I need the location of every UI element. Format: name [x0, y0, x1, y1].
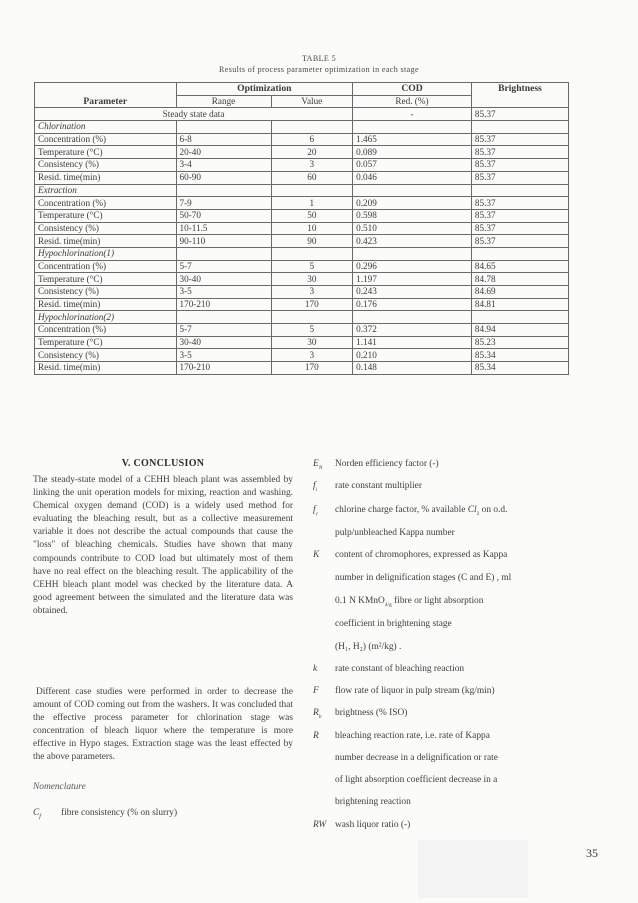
cod-cell: 0.210	[353, 349, 472, 362]
table-row	[35, 171, 569, 184]
table-caption: Results of process parameter optimization in each stage	[219, 65, 419, 74]
nom-rw-text: wash liquor ratio (-)	[335, 820, 411, 830]
parameter-cell: Consistency (%)	[35, 286, 177, 299]
section-title: Chlorination	[35, 121, 177, 134]
nom-k-line4: coefficient in brightening stage	[335, 619, 452, 629]
nom-fc-symbol: f	[313, 505, 316, 515]
cod-cell: 0.423	[353, 235, 472, 248]
header-optimization: Optimization	[176, 83, 353, 96]
brightness-cell: 84.81	[471, 298, 568, 311]
parameter-cell: Temperature (°C)	[35, 146, 177, 159]
table-row	[35, 286, 569, 299]
nom-rb-text: brightness (% ISO)	[335, 708, 408, 718]
section-row	[35, 311, 569, 324]
value-cell: 30	[271, 273, 353, 286]
range-cell: 6-8	[176, 133, 271, 146]
parameter-cell: Concentration (%)	[35, 133, 177, 146]
header-cod: COD	[353, 83, 472, 96]
nom-rb-symbol: R	[313, 708, 319, 718]
nom-r-line3: of light absorption coefficient decrease in a	[335, 775, 498, 785]
table-row	[35, 273, 569, 286]
nom-k-symbol: K	[313, 550, 320, 560]
nom-en-text: Norden efficiency factor (-)	[335, 459, 439, 469]
parameter-cell: Consistency (%)	[35, 349, 177, 362]
nom-r-text: bleaching reaction rate, i.e. rate of Kappa	[335, 731, 490, 741]
nom-cf-symbol: C	[33, 808, 40, 818]
empty-cell	[471, 247, 568, 260]
empty-cell	[353, 184, 472, 197]
brightness-cell: 85.37	[471, 146, 568, 159]
parameter-cell: Resid. time(min)	[35, 298, 177, 311]
range-cell: 5-7	[176, 260, 271, 273]
nom-k-fibre: fibre or light absorption	[394, 596, 484, 606]
nom-fc-text: chlorine charge factor, % available	[335, 505, 466, 515]
cod-cell: 0.209	[353, 197, 472, 210]
section-row	[35, 121, 569, 134]
brightness-cell: 85.37	[471, 171, 568, 184]
range-cell: 30-40	[176, 273, 271, 286]
section-title: Extraction	[35, 184, 177, 197]
cod-cell: 0.243	[353, 286, 472, 299]
blank-patch	[418, 840, 528, 898]
nom-rw	[313, 820, 411, 830]
section-row	[35, 247, 569, 260]
cod-cell: 1.465	[353, 133, 472, 146]
steady-state-label: Steady state data	[35, 108, 353, 121]
value-cell: 170	[271, 362, 353, 375]
parameter-cell: Concentration (%)	[35, 324, 177, 337]
brightness-cell: 84.65	[471, 260, 568, 273]
range-cell: 5-7	[176, 324, 271, 337]
value-cell: 5	[271, 324, 353, 337]
steady-state-brightness: 85.37	[471, 108, 568, 121]
range-cell: 3-4	[176, 159, 271, 172]
parameter-cell: Concentration (%)	[35, 260, 177, 273]
nom-fi-text: rate constant multiplier	[335, 481, 422, 491]
nom-k-line3	[335, 596, 483, 608]
nom-k-line2: number in delignification stages (C and E) , ml	[335, 573, 512, 583]
brightness-cell: 85.37	[471, 159, 568, 172]
value-cell: 30	[271, 336, 353, 349]
value-cell: 60	[271, 171, 353, 184]
parameter-cell: Resid. time(min)	[35, 235, 177, 248]
table-row	[35, 222, 569, 235]
empty-cell	[471, 311, 568, 324]
empty-cell	[271, 184, 353, 197]
range-cell: 50-70	[176, 209, 271, 222]
nom-r-line4: brightening reaction	[335, 797, 411, 807]
value-cell: 3	[271, 349, 353, 362]
table-header-row-1	[35, 83, 569, 96]
brightness-cell: 85.37	[471, 235, 568, 248]
nom-en-symbol: E	[313, 459, 319, 469]
nom-f-symbol: F	[313, 686, 319, 696]
cod-cell: 0.296	[353, 260, 472, 273]
brightness-cell: 85.37	[471, 133, 568, 146]
range-cell: 170-210	[176, 298, 271, 311]
nom-cf-sub: f	[39, 813, 41, 820]
table-row	[35, 260, 569, 273]
nom-k-text: content of chromophores, expressed as Kappa	[335, 550, 508, 560]
nom-fc-cl-text: on o.d.	[481, 505, 508, 515]
conclusion-paragraph-1: The steady-state model of a CEHH bleach plant was assembled by linking the unit operation models for mixing, reaction and washing. Chemical oxygen demand (COD) is a widely used method for evaluating the bleaching result, but as a collective measurement variable it does not describe the actual compounds that cause the "loss" of bleaching chemicals. Studies have shown that many compounds contribute to COD load but ultimately most of them have no real effect on the bleaching result. The applicability of the CEHH bleach plant model was checked by the literature data. A good agreement between the simulated and the literature data was obtained.	[33, 475, 293, 616]
table-row	[35, 349, 569, 362]
value-cell: 50	[271, 209, 353, 222]
nom-k-line5: (H₁, H₂) (m²/kg) .	[335, 642, 402, 652]
header-brightness: Brightness	[471, 83, 568, 108]
range-cell: 170-210	[176, 362, 271, 375]
nom-k	[313, 550, 508, 560]
value-cell: 170	[271, 298, 353, 311]
empty-cell	[353, 247, 472, 260]
nom-en	[313, 459, 439, 471]
cod-cell: 0.046	[353, 171, 472, 184]
nom-cf	[33, 808, 178, 820]
value-cell: 1	[271, 197, 353, 210]
nom-kr-text: rate constant of bleaching reaction	[335, 664, 465, 674]
table-row	[35, 197, 569, 210]
brightness-cell: 85.34	[471, 349, 568, 362]
value-cell: 20	[271, 146, 353, 159]
empty-cell	[471, 121, 568, 134]
nom-fi-symbol: f	[313, 481, 316, 491]
nom-fc-line2: pulp/unbleached Kappa number	[335, 528, 455, 538]
nom-k-kmno-sub: 4	[384, 601, 388, 608]
value-cell: 10	[271, 222, 353, 235]
nom-fi	[313, 481, 422, 493]
nom-r-symbol: R	[313, 731, 319, 741]
cod-cell: 1.197	[353, 273, 472, 286]
nom-kr	[313, 664, 465, 674]
brightness-cell: 84.69	[471, 286, 568, 299]
table-row	[35, 324, 569, 337]
range-cell: 10-11.5	[176, 222, 271, 235]
empty-cell	[271, 121, 353, 134]
conclusion-heading: V. CONCLUSION	[121, 458, 205, 469]
table-row	[35, 362, 569, 375]
empty-cell	[353, 121, 472, 134]
empty-cell	[176, 311, 271, 324]
steady-state-row	[35, 108, 569, 121]
range-cell: 60-90	[176, 171, 271, 184]
parameter-cell: Consistency (%)	[35, 159, 177, 172]
nom-rb	[313, 708, 408, 720]
empty-cell	[271, 311, 353, 324]
header-parameter: Parameter	[35, 83, 177, 108]
header-red: Red. (%)	[353, 95, 472, 108]
steady-state-cod: -	[353, 108, 472, 121]
section-title: Hypochlorination(2)	[35, 311, 177, 324]
parameter-cell: Temperature (°C)	[35, 336, 177, 349]
table-row	[35, 336, 569, 349]
value-cell: 3	[271, 286, 353, 299]
range-cell: 3-5	[176, 286, 271, 299]
table-row	[35, 133, 569, 146]
cod-cell: 0.176	[353, 298, 472, 311]
nom-fc-text-line	[335, 505, 507, 517]
brightness-cell: 85.37	[471, 209, 568, 222]
header-value: Value	[271, 95, 353, 108]
cod-cell: 0.148	[353, 362, 472, 375]
parameter-cell: Concentration (%)	[35, 197, 177, 210]
nom-fi-sub: i	[315, 486, 318, 493]
range-cell: 90-110	[176, 235, 271, 248]
nomenclature-title: Nomenclature	[33, 782, 86, 792]
table-row	[35, 235, 569, 248]
conclusion-paragraph-2: Different case studies were performed in order to decrease the amount of COD coming out from the washers. It was concluded that the effective process parameter for chlorination stage was concentration of bleach liquor where the temperature is more effective in Hypo stages. Extraction stage was the least effected by the above parameters.	[33, 687, 293, 763]
cod-cell: 0.598	[353, 209, 472, 222]
page-number: 35	[586, 846, 598, 860]
table-row	[35, 146, 569, 159]
parameter-cell: Resid. time(min)	[35, 362, 177, 375]
table-row	[35, 159, 569, 172]
parameter-cell: Resid. time(min)	[35, 171, 177, 184]
value-cell: 6	[271, 133, 353, 146]
table-row	[35, 298, 569, 311]
results-table	[34, 82, 569, 375]
nom-k-kmno-sub2: /g	[387, 601, 392, 608]
cod-cell: 0.372	[353, 324, 472, 337]
cod-cell: 0.057	[353, 159, 472, 172]
nom-k-kmno: 0.1 N KMnO	[335, 596, 385, 606]
nom-kr-symbol: k	[313, 664, 318, 674]
header-range: Range	[176, 95, 271, 108]
value-cell: 3	[271, 159, 353, 172]
nom-r	[313, 731, 490, 741]
nom-rb-sub: b	[318, 713, 322, 720]
parameter-cell: Temperature (°C)	[35, 209, 177, 222]
range-cell: 7-9	[176, 197, 271, 210]
brightness-cell: 85.37	[471, 222, 568, 235]
range-cell: 30-40	[176, 336, 271, 349]
empty-cell	[271, 247, 353, 260]
nom-en-sub: N	[318, 464, 323, 471]
empty-cell	[176, 247, 271, 260]
table-row	[35, 209, 569, 222]
value-cell: 5	[271, 260, 353, 273]
brightness-cell: 84.94	[471, 324, 568, 337]
brightness-cell: 85.23	[471, 336, 568, 349]
empty-cell	[353, 311, 472, 324]
section-title: Hypochlorination(1)	[35, 247, 177, 260]
nom-fc	[313, 505, 508, 517]
nom-fc-sub: c	[315, 510, 319, 517]
nom-rw-symbol: RW	[313, 820, 327, 830]
brightness-cell: 85.34	[471, 362, 568, 375]
brightness-cell: 85.37	[471, 197, 568, 210]
empty-cell	[176, 184, 271, 197]
nom-r-line2: number decrease in a delignification or rate	[335, 753, 498, 763]
range-cell: 3-5	[176, 349, 271, 362]
parameter-cell: Temperature (°C)	[35, 273, 177, 286]
nom-fc-cl-sub: 2	[476, 510, 480, 517]
brightness-cell: 84.78	[471, 273, 568, 286]
parameter-cell: Consistency (%)	[35, 222, 177, 235]
cod-cell: 0.089	[353, 146, 472, 159]
cod-cell: 0.510	[353, 222, 472, 235]
nom-fc-cl-symbol: Cl	[467, 505, 477, 515]
section-row	[35, 184, 569, 197]
empty-cell	[471, 184, 568, 197]
nom-cf-text: fibre consistency (% on slurry)	[61, 808, 178, 818]
table-title: TABLE 5	[302, 54, 336, 63]
nom-f	[313, 686, 495, 696]
value-cell: 90	[271, 235, 353, 248]
range-cell: 20-40	[176, 146, 271, 159]
nom-f-text: flow rate of liquor in pulp stream (kg/min)	[335, 686, 495, 696]
cod-cell: 1.141	[353, 336, 472, 349]
empty-cell	[176, 121, 271, 134]
